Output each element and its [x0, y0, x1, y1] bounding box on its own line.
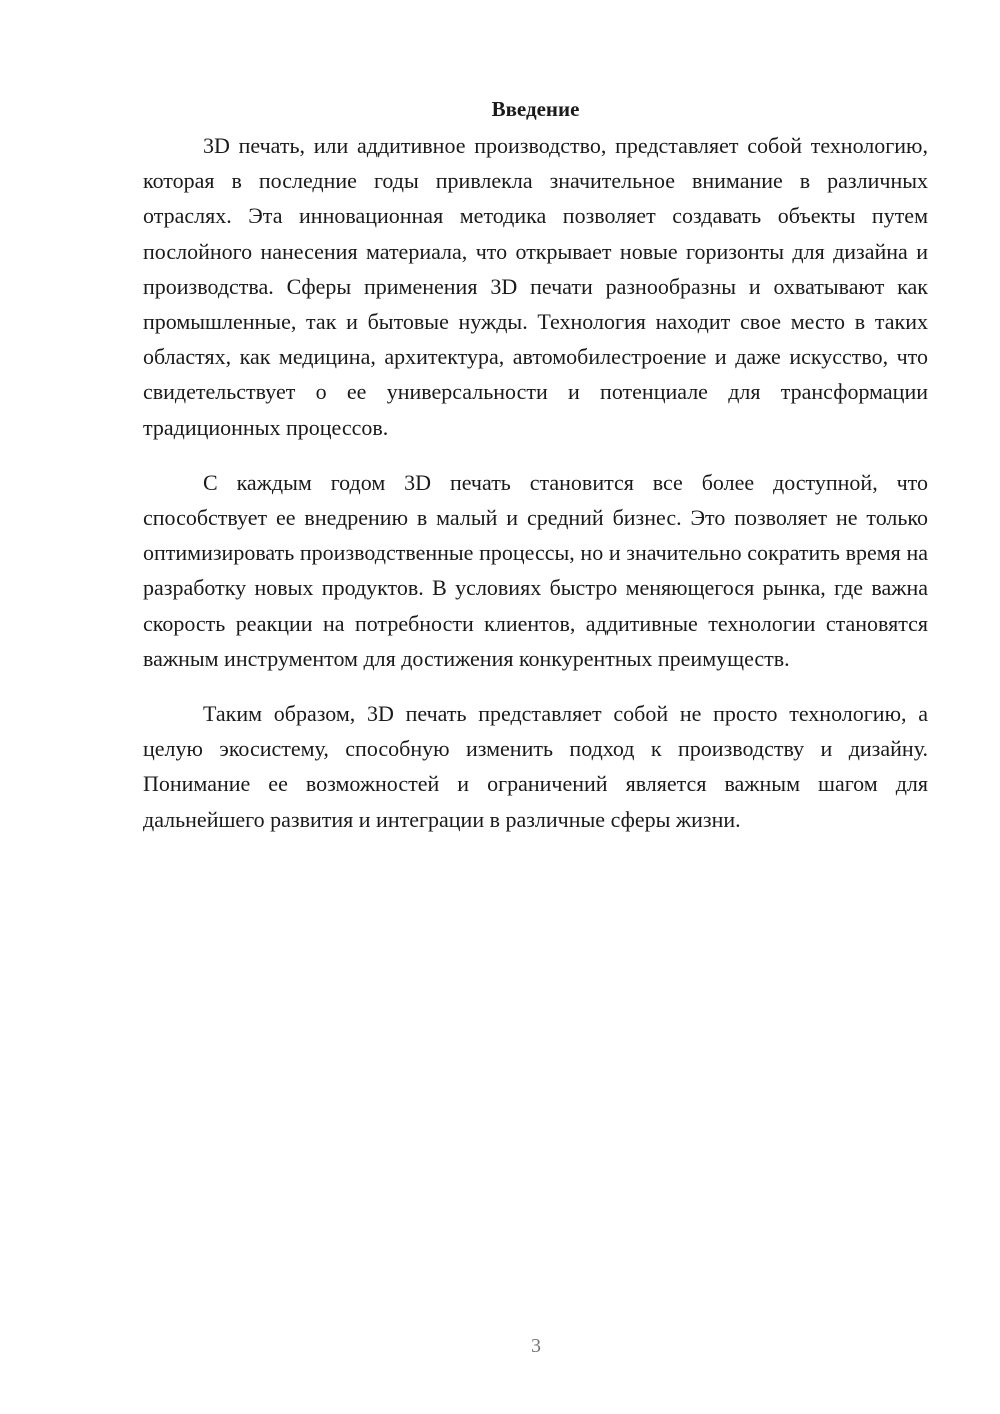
section-title: Введение [491, 97, 580, 121]
paragraph-3: Таким образом, 3D печать представляет собой не просто технологию, а целую экосистему, способную изменить подход к производству и дизайну. Понимание ее возможностей и ограничений является важным шагом для дальнейшего развития и интеграции в различные сферы жизни. [143, 701, 928, 832]
paragraph-2: С каждым годом 3D печать становится все более доступной, что способствует ее внедрению в малый и средний бизнес. Это позволяет не только оптимизировать производственные процессы, но и значительно сократить время на разработку новых продуктов. В условиях быстро меняющегося рынка, где важна скорость реакции на потребности клиентов, аддитивные технологии становятся важным инструментом для достижения конкурентных преимуществ. [143, 469, 928, 671]
paragraph-1: 3D печать, или аддитивное производство, представляет собой технологию, которая в последние годы привлекла значительное внимание в различных отраслях. Эта инновационная методика позволяет создавать объекты путем послойного нанесения материала, что открывает новые горизонты для дизайна и производства. Сферы применения 3D печати разнообразны и охватывают как промышленные, так и бытовые нужды. Технология находит свое место в таких областях, как медицина, архитектура, автомобилестроение и даже искусство, что свидетельствует о ее универсальности и потенциале для трансформации традиционных процессов. [143, 133, 928, 440]
page-content [143, 92, 928, 857]
page-number: 3 [531, 1335, 541, 1357]
